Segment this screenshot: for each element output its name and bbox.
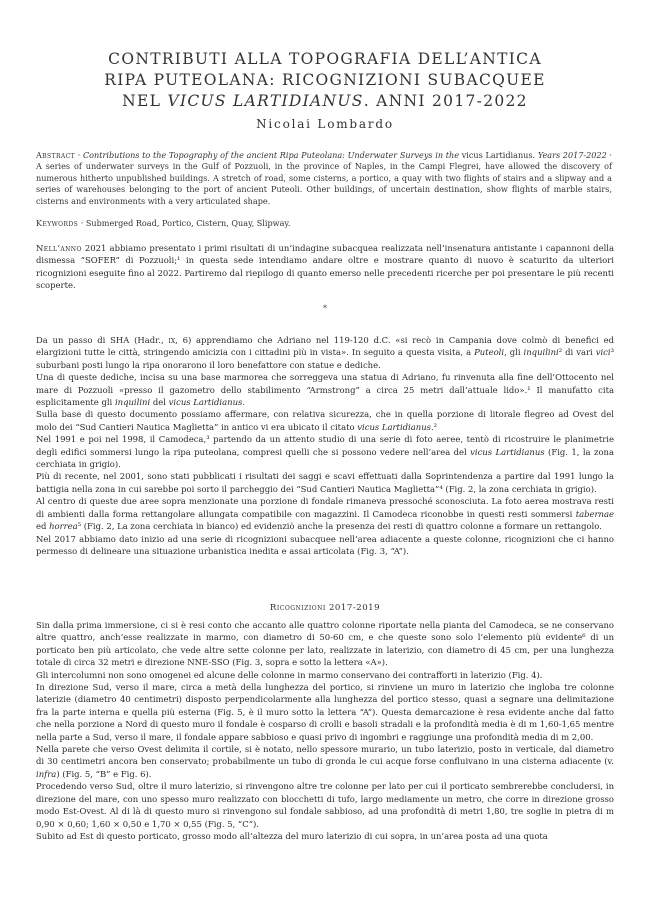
paragraph: Sin dalla prima immersione, ci si è resi conto che accanto alle quattro colonne riportate nella pianta del Camodeca, se ne conservano altre quattro, anch’esse realizzate in marmo, con diametro di 50-60 cm, e che queste sono solo l’elemento più evidente⁶ di un porticato ben più articolato, che vede altre sette colonne per lato, realizzate in laterizio, con diametro di 45 cm, per una lunghezza totale di circa 32 metri e direzione NNE-SSO (Fig. 3, sopra e sotto la lettera «A»). [36, 620, 614, 668]
abstract-vicus: vicus Lartidianus [459, 150, 533, 160]
article-title [60, 49, 590, 112]
paragraph: Una di queste dediche, incisa su una base marmorea che sorreggeva una statua di Adriano, fu rinvenuta alla fine dell’Ottocento nel mare di Pozzuoli «presso il gazometro dello stabilimento “Armstrong” a circa 25 metri dall’attuale lido».¹ Il manufatto cita esplicitamente gli inquilini del vicus Lartidianus. [36, 372, 614, 408]
abstract-title-en: Contributions to the Topography of the ancient Ripa Puteolana: Underwater Surveys in the [82, 150, 459, 160]
keywords-text: · Submerged Road, Portico, Cistern, Quay, Slipway. [78, 218, 291, 228]
abstract-sep: · [75, 150, 83, 160]
paragraph: Più di recente, nel 2001, sono stati pubblicati i risultati dei saggi e scavi effettuati dalla Soprintendenza a partire dal 1991 lungo la battigia nella zona in cui sarebbe poi sorto il parcheggio dei “Sud Cantieri Nautica Maglietta”⁴ (Fig. 2, la zona cerchiata in grigio). [36, 471, 614, 494]
paragraph: Gli intercolumni non sono omogenei ed alcune delle colonne in marmo conservano dei contrafforti in laterizio (Fig. 4). [36, 669, 543, 680]
paragraph: Subito ad Est di questo porticato, grosso modo all’altezza del muro laterizio di cui sopra, in un’area posta ad una quota [36, 830, 548, 841]
keywords-label: Keywords [36, 218, 79, 228]
author-name: Nicolai Lombardo [256, 117, 394, 131]
section-heading: Ricognizioni 2017-2019 [269, 603, 381, 613]
paragraph: Da un passo di SHA (Hadr., ix, 6) apprendiamo che Adriano nel 119-120 d.C. «si recò in Campania dove colmò di benefici ed elargizioni tutte le città, stringendo amicizia con i cittadini più in vista». In seguito a questa visita, a Puteoli, gli inquilini² di vari vici³ suburbani posti lungo la ripa onorarono il loro benefattore con statue e dediche. [36, 335, 615, 370]
paragraph: Procedendo verso Sud, oltre il muro laterizio, si rinvengono altre tre colonne per lato per cui il porticato sembrerebbe concludersi, in direzione del mare, con uno spesso muro realizzato con blocchetti di tufo, largo mediamente un metro, che corre in direzione grosso modo Est-Ovest. Al di là di questo muro si rinvengono sul fondale sabbioso, ad una profondità di metri 1,80, tre soglie in pietra di m 0,90 × 0,60; 1,60 × 0,50 e 1,70 × 0,55 (Fig. 5, “C”). [36, 781, 614, 829]
abstract-body: · A series of underwater surveys in the Gulf of Pozzuoli, in the province of Naples, in the Campi Flegrei, have allowed the discovery of numerous hitherto unpublished buildings. A stretch of road, some cisterns, a portico, a quay with two flights of stairs and a slipway and a series of warehouses belonging to the port of ancient Puteoli. Other buildings, of uncertain destination, show flights of marble stairs, cisterns and environments with a very articulated shape. [36, 150, 613, 206]
keywords [36, 218, 612, 229]
paragraph: In direzione Sud, verso il mare, circa a metà della lunghezza del portico, si rinviene un muro in laterizio che ingloba tre colonne laterizie (diametro 40 centimetri) disposto perpendicolarmente alla lunghezza del portico stesso, quasi a segnare una delimitazione fra la parte interna e quella più esterna (Fig. 5, è il muro sotto la lettera “A”). Questa demarcazione è resa evidente anche dal fatto che nella porzione a Nord di questo muro il fondale è cosparso di crolli e basoli stradali e la profondità media è di m 1,60-1,65 mentre nella parte a Sud, verso il mare, il fondale appare sabbioso e quasi privo di ingombri e raggiunge una profondità media di m 2,00. [36, 682, 614, 742]
main-body [36, 334, 614, 557]
intro-lead: Nell’anno [36, 243, 82, 253]
paragraph: Sulla base di questo documento possiamo affermare, con relativa sicurezza, che in quella porzione di litorale flegreo ad Ovest del molo dei “Sud Cantieri Nautica Maglietta” in antico vi era ubicato il citato vicus Lartidianus.² [36, 409, 614, 432]
abstract-dot: . [532, 150, 538, 160]
title-line-3-italic: VICUS LARTIDIANUS [167, 92, 364, 110]
intro-text: 2021 abbiamo presentato i primi risultati di un’indagine subacquea realizzata nell’insenatura antistante i capannoni della dismessa “SOFER” di Pozzuoli;¹ in questa sede intendiamo andare oltre e mostrare quanto di nuovo è scaturito da ulteriori ricognizioni eseguite fino al 2022. Partiremo dal riepilogo di quanto emerso nelle precedenti ricerche per poi presentare le più recenti scoperte. [36, 243, 614, 291]
section-separator: * [323, 304, 327, 313]
title-line-3-prefix: NEL [122, 92, 168, 110]
title-line-1: CONTRIBUTI ALLA TOPOGRAFIA DELL’ANTICA [108, 50, 542, 68]
abstract [36, 150, 612, 207]
abstract-label: Abstract [36, 150, 76, 160]
intro-paragraph [36, 242, 614, 292]
paragraph: Nel 1991 e poi nel 1998, il Camodeca,³ partendo da un attento studio di una serie di foto aeree, tentò di ricostruire le planimetrie degli edifici sommersi lungo la ripa puteolana, compresi quelli che si possono vedere nell’area del vicus Lartidianus (Fig. 1, la zona cerchiata in grigio). [36, 434, 614, 470]
section-body [36, 619, 614, 842]
paragraph: Nella parete che verso Ovest delimita il cortile, si è notato, nello spessore murario, un tubo laterizio, posto in verticale, dal diametro di 30 centimetri ancora ben conservato; probabilmente un tubo di gronda le cui acque forse confluivano in una cisterna adiacente (v. infra) (Fig. 5, “B” e Fig. 6). [36, 744, 614, 779]
title-line-3-suffix: . ANNI 2017-2022 [363, 92, 528, 110]
title-line-3 [60, 91, 590, 112]
paragraph: Nel 2017 abbiamo dato inizio ad una serie di ricognizioni subacquee nell’area adiacente a queste colonne, ricognizioni che ci hanno permesso di delineare una situazione urbanistica inedita e assai articolata (Fig. 3, “A”). [36, 533, 614, 556]
abstract-years: Years 2017-2022 [537, 150, 607, 160]
paragraph: Al centro di queste due aree sopra menzionate una porzione di fondale rimaneva pressoché sconosciuta. La foto aerea mostrava resti di ambienti dalla forma rettangolare allungata compatibile con magazzini. Il Camodeca riconobbe in questi resti sommersi tabernae ed horrea⁵ (Fig. 2, La zona cerchiata in bianco) ed evidenziò anche la presenza dei resti di quattro colonne a formare un rettangolo. [36, 496, 614, 532]
title-line-2: RIPA PUTEOLANA: RICOGNIZIONI SUBACQUEE [104, 71, 546, 89]
